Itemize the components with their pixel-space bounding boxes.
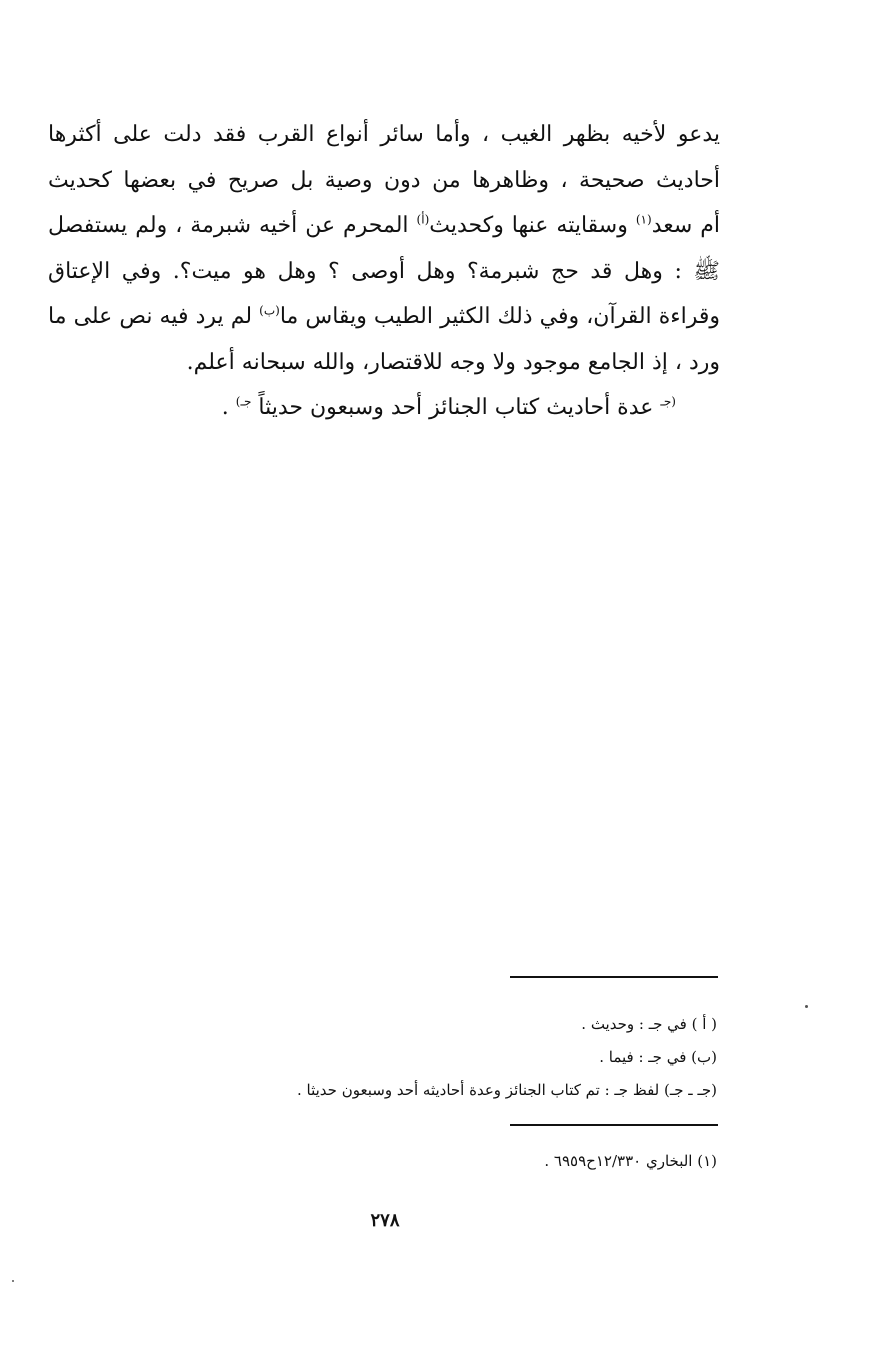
- footnote-divider-top: [510, 976, 718, 978]
- text-fragment: أم سعد: [651, 213, 721, 238]
- text-fragment: لم يرد فيه نص على ما: [48, 304, 253, 329]
- numbered-notes: [157, 1146, 717, 1176]
- variant-note-a: ( أ ) في جـ : وحديث .: [581, 1015, 717, 1033]
- variant-notes: [157, 1008, 717, 1107]
- scan-speck: [12, 1280, 14, 1282]
- text-line-4: ﷺ : وهل قد حج شبرمة؟ وهل أوصى ؟ وهل هو ميت؟. وفي الإعتاق: [48, 258, 720, 284]
- text-line-7: [48, 385, 720, 431]
- scan-speck: [805, 1005, 808, 1008]
- footnote-ref-1: (١): [635, 212, 652, 227]
- text-fragment: عدة أحاديث كتاب الجنائز أحد وسبعون حديثاً: [258, 395, 654, 420]
- variant-ref-b: (ب): [259, 303, 280, 318]
- text-fragment: وسقايته عنها وكحديث: [429, 213, 628, 238]
- variant-note-b: (ب) في جـ : فيما .: [599, 1048, 717, 1066]
- text-line-2: أحاديث صحيحة ، وظاهرها من دون وصية بل صريح في بعضها كحديث: [48, 167, 720, 193]
- variant-note-j: (جـ ـ جـ) لفظ جـ : تم كتاب الجنائز وعدة أحاديثه أحد وسبعون حديثا .: [297, 1081, 717, 1099]
- page-number: ٢٧٨: [370, 1210, 400, 1231]
- main-text-block: [48, 112, 720, 431]
- text-fragment: .: [221, 395, 229, 420]
- variant-ref-a: (أ): [416, 212, 430, 227]
- text-line-6: ورد ، إذ الجامع موجود ولا وجه للاقتصار، والله سبحانه أعلم.: [186, 349, 720, 375]
- numbered-note-1: (١) البخاري ١٢/٣٣٠ح٦٩٥٩ .: [544, 1152, 717, 1170]
- variant-ref-j-open: (جـ: [660, 394, 676, 409]
- text-fragment: وقراءة القرآن، وفي ذلك الكثير الطيب ويقاس ما: [279, 304, 720, 329]
- text-fragment: المحرم عن أخيه شبرمة ، ولم يستفصل: [48, 213, 409, 238]
- footnote-divider-middle: [510, 1124, 718, 1126]
- text-line-1: يدعو لأخيه بظهر الغيب ، وأما سائر أنواع القرب فقد دلت على أكثرها: [48, 122, 720, 147]
- text-line-3: [48, 203, 720, 249]
- text-line-5: [48, 294, 720, 340]
- variant-ref-j-close: جـ): [235, 394, 252, 409]
